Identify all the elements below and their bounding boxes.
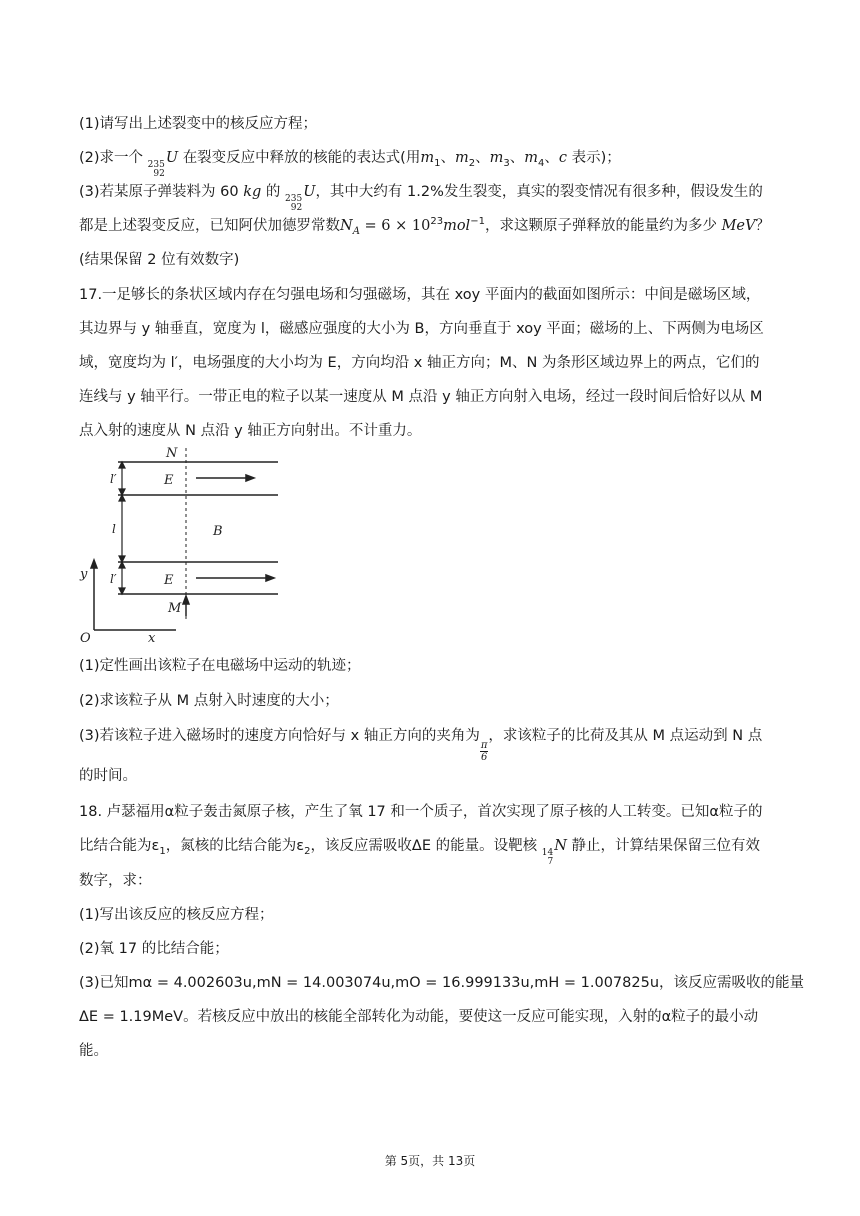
label-l: l: [112, 522, 116, 536]
q18-part3: (3)已知mα = 4.002603u,mN = 14.003074u,mO = 16.999133u,mH = 1.007825u，该反应需吸收的能量: [79, 975, 805, 991]
q17-stem-line2: 其边界与 y 轴垂直，宽度为 l，磁感应强度的大小为 B，方向垂直于 xoy 平面；磁场的上、下两侧为电场区: [79, 321, 764, 337]
q16-part2: (2)求一个 235 92 U 在裂变反应中释放的核能的表达式(用$m_1$、$m_2$、$m_3$、$m_4$、c 表示)；: [79, 150, 621, 179]
q17-part3-cont: 的时间。: [79, 768, 137, 784]
q17-part1: (1)定性画出该粒子在电磁场中运动的轨迹；: [79, 658, 361, 674]
label-m: M: [168, 601, 182, 616]
q18-stem-line1: 18. 卢瑟福用α粒子轰击氮原子核，产生了氧 17 和一个质子，首次实现了原子核的人工转变。已知α粒子的: [79, 804, 763, 820]
q16-part3-cont: 都是上述裂变反应，已知阿伏加德罗常数$N_A = 6 \times 10^{23}mol^{-1}$，求这颗原子弹释放的能量约为多少 MeV？: [79, 216, 770, 237]
q18-stem-line2: 比结合能为$\varepsilon_1$，氮核的比结合能为$\varepsilon_2$，该反应需吸收ΔE 的能量。设靶核 14 7 N 静止，计算结果保留三位有效: [79, 838, 760, 867]
label-y: y: [80, 567, 88, 582]
xy-axes: [91, 560, 176, 630]
q17-stem-line1: 17.一足够长的条状区域内存在匀强电场和匀强磁场，其在 xoy 平面内的截面如图所示：中间是磁场区域，: [79, 287, 761, 303]
q17-stem-line5: 点入射的速度从 N 点沿 y 轴正方向射出。不计重力。: [79, 423, 422, 439]
pi-over-six-fraction: $\frac{\pi}{6}$: [480, 740, 488, 763]
q18-stem-line3: 数字，求：: [79, 873, 152, 889]
q18-part1: (1)写出该反应的核反应方程；: [79, 907, 274, 923]
label-b: B: [213, 524, 223, 539]
q16-note: (结果保留 2 位有效数字): [79, 252, 240, 268]
q18-part3-end: 能。: [79, 1043, 108, 1059]
label-x: x: [148, 631, 156, 645]
q17-stem-line3: 域，宽度均为 l′，电场强度的大小均为 E，方向均沿 x 轴正方向；M、N 为条形区域边界上的两点，它们的: [79, 355, 760, 371]
q16-part3: (3)若某原子弹装料为 60 kg 的 235 92 U，其中大约有 1.2%发生裂变，真实的裂变情况有很多种，假设发生的: [79, 184, 763, 213]
q17-part2: (2)求该粒子从 M 点射入时速度的大小；: [79, 693, 339, 709]
entry-velocity-arrow: [183, 596, 189, 616]
q17-part3: (3)若该粒子进入磁场时的速度方向恰好与 x 轴正方向的夹角为 $\frac{\pi}{6}$ ，求该粒子的比荷及其从 M 点运动到 N 点: [79, 728, 763, 763]
label-o: O: [80, 631, 91, 645]
label-lprime-top: l′: [110, 472, 117, 486]
q16-part1: (1)请写出上述裂变中的核反应方程；: [79, 116, 318, 132]
electric-field-arrow: [196, 475, 274, 581]
q18-part3-cont: ΔE = 1.19MeV。若核反应中放出的核能全部转化为动能，要使这一反应可能实现，入射的α粒子的最小动: [79, 1009, 759, 1025]
q18-part2: (2)氧 17 的比结合能；: [79, 941, 229, 957]
q17-stem-line4: 连线与 y 轴平行。一带正电的粒子以某一速度从 M 点沿 y 轴正方向射入电场，经过一段时间后恰好以从 M: [79, 389, 763, 405]
label-e-bottom: E: [164, 573, 174, 588]
label-lprime-bottom: l′: [110, 572, 117, 586]
label-e-top: E: [164, 473, 174, 488]
field-region-diagram: [76, 440, 296, 645]
page-footer: 第 5页，共 13页: [384, 1154, 476, 1168]
label-n: N: [166, 446, 178, 461]
